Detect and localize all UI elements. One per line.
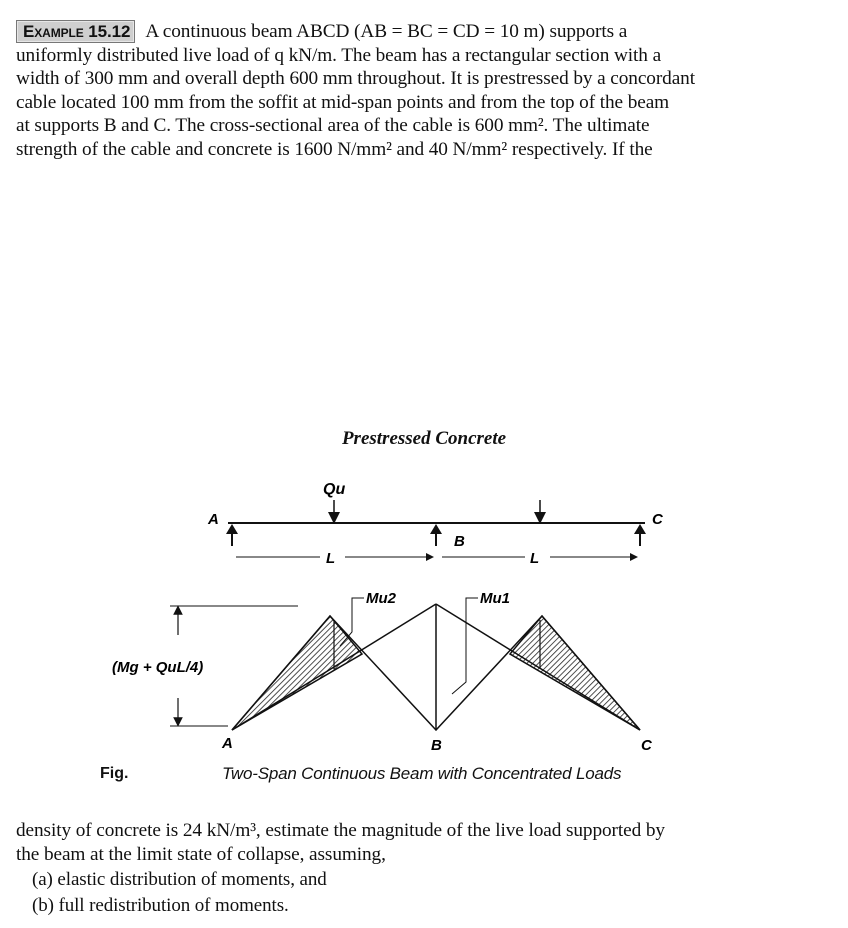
continuation-line: density of concrete is 24 kN/m³, estimate the magnitude of the live load supported by: [16, 820, 665, 841]
moment-left-label: Mu2: [366, 590, 396, 607]
assumption-item-b: (b) full redistribution of moments.: [32, 895, 289, 916]
support-b-icon: [430, 524, 442, 546]
mu1-leader-line: [452, 598, 478, 694]
example-text-line: strength of the cable and concrete is 1600 N/mm² and 40 N/mm² respectively. If the: [16, 138, 653, 160]
example-text-line: uniformly distributed live load of q kN/m. The beam has a rectangular section with a: [16, 44, 662, 66]
example-text-line: cable located 100 mm from the soffit at mid-span points and from the top of the beam: [16, 91, 670, 113]
span-right-label: L: [530, 550, 540, 567]
continuation-line: the beam at the limit state of collapse, assuming,: [16, 844, 386, 865]
moment-right-label: Mu1: [480, 590, 510, 607]
example-label-word: Example: [23, 22, 84, 41]
problem-continuation: [16, 819, 828, 919]
support-a-icon: [226, 524, 238, 546]
figure-caption: Two-Span Continuous Beam with Concentrated Loads: [222, 764, 622, 783]
beam-diagram: [0, 460, 848, 760]
load-label: Qu: [323, 481, 346, 498]
support-c-icon: [634, 524, 646, 546]
support-a-label: A: [208, 511, 219, 528]
left-hatched-moment-region: [232, 616, 362, 730]
span-left-label: L: [326, 550, 336, 567]
example-label-number: 15.12: [88, 22, 131, 41]
example-text-line: width of 300 mm and overall depth 600 mm throughout. It is prestressed by a concordant: [16, 68, 695, 90]
figure-title: Prestressed Concrete: [341, 428, 507, 449]
example-label-badge: [16, 20, 135, 43]
figure-label: Fig.: [100, 765, 129, 782]
support-c-label: C: [652, 511, 663, 528]
example-text-line: at supports B and C. The cross-sectional area of the cable is 600 mm². The ultimate: [16, 115, 650, 137]
base-a-label: A: [222, 735, 233, 752]
support-b-label: B: [454, 533, 465, 550]
example-text-line: A continuous beam ABCD (AB = BC = CD = 10 m) supports a: [145, 21, 628, 42]
base-b-label: B: [431, 737, 442, 754]
example-line-1: [16, 20, 828, 44]
right-hatched-moment-region: [510, 616, 640, 730]
base-c-label: C: [641, 737, 652, 754]
dimension-label: (Mg + QuL/4): [112, 659, 204, 676]
example-problem-statement: [16, 20, 828, 162]
assumption-item-a: (a) elastic distribution of moments, and: [32, 869, 327, 890]
